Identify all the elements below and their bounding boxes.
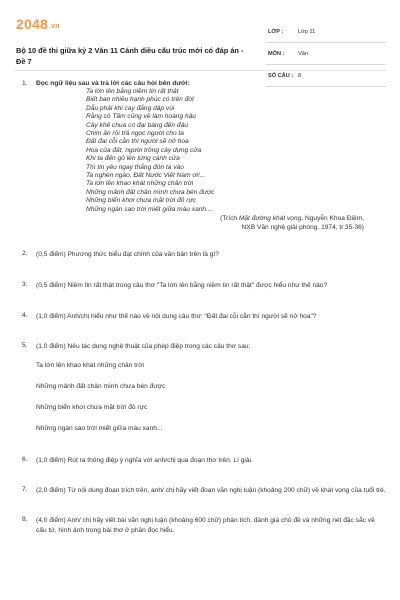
exam-title: Bộ 10 đề thi giữa kỳ 2 Văn 11 Cánh diều cấu trúc mới có đáp án - Đề 7: [16, 46, 244, 66]
poem-line: Chim ăn rồi trả ngọc người cho ta: [86, 130, 184, 138]
page-header: [16, 14, 386, 78]
source-line-1: [36, 214, 364, 223]
source-title: Mặt đường khát vọng: [238, 215, 302, 223]
reading-instruction: Đọc ngữ liệu sau và trả lời các câu hỏi bên dưới:: [36, 80, 190, 87]
exam-content: [14, 80, 386, 536]
poem-line: Khi ta đến gõ lên từng cánh cửa: [86, 155, 180, 163]
meta-value-grade: Lớp 11: [298, 29, 316, 35]
poem-line: Ta nghèn ngào, Đất Nước Việt Nam ơi!...: [86, 172, 206, 180]
question-number: 8.: [22, 516, 28, 524]
question-number: 7.: [22, 486, 28, 494]
question-text: (1,0 điểm) Rút ra thông điệp ý nghĩa với anh/chị qua đoạn thơ trên. Lí giải.: [36, 457, 253, 465]
poem-line: Những biển khơi chưa mặt trời đỏ rực: [86, 197, 196, 205]
question-number: 3.: [22, 281, 28, 289]
question-number: 5.: [22, 342, 28, 350]
question-8: [14, 516, 386, 536]
poem-source: [36, 214, 386, 232]
question-5: [14, 342, 386, 434]
source-line-2: NXB Văn nghệ giải phóng, 1974, tr.35-36): [241, 224, 364, 232]
meta-value-subject: Văn: [298, 51, 308, 57]
meta-key-grade: LỚP :: [268, 29, 284, 35]
question-3: [14, 281, 386, 291]
meta-key-count: SỐ CÂU :: [268, 73, 294, 79]
poem-line: Ta lớn lên khao khát những chân trời: [86, 180, 194, 188]
poem-line: Biết bao nhiêu hạnh phúc có trên đời: [86, 96, 194, 104]
question-2: [14, 250, 386, 260]
question-text: (0,5 điểm) Phương thức biểu đạt chính của văn bản trên là gì?: [36, 251, 219, 259]
poem-line: Ta lớn lên bằng niềm tin rất thật: [86, 88, 179, 95]
meta-key-subject: MÔN :: [268, 51, 285, 57]
meta-row-subject: [266, 48, 386, 65]
meta-row-grade: [266, 26, 386, 43]
question-text: (1,0 điểm) Anh/chị hiểu như thế nào về nội dung câu thơ: "Đất đai cỗi cằn thì người sẽ nở hoa"?: [36, 313, 317, 321]
poem-line: Những mảnh đất chân mình chưa bén được: [86, 188, 215, 196]
question-number: 1.: [22, 80, 28, 87]
quoted-line: Những ngàn sao trời miết giữa màu xanh...: [36, 425, 163, 433]
logo-text: 2048: [16, 16, 48, 32]
poem-line: Thì tin yêu ngay thắng đón ta vào: [86, 163, 184, 171]
logo-tld: .vn: [48, 23, 60, 30]
question-number: 4.: [22, 312, 28, 320]
site-logo[interactable]: [16, 16, 60, 32]
poem-line: Cây khế chua có đại bàng đến đậu: [86, 121, 188, 129]
question-text: (0,5 điểm) Niềm tin rất thật trong câu thơ "Ta lớn lên bằng niềm tin rất thật" được hiểu như thế nào?: [36, 282, 328, 290]
poem-line: Hoa của đất, người trồng cây dựng cửa: [86, 146, 202, 154]
question-1: [14, 80, 386, 232]
quoted-line: Những mảnh đất chân mình chưa bén được: [36, 383, 166, 391]
poem-line: Rằng cô Tấm cũng về làm hoàng hậu: [86, 113, 196, 121]
source-prefix: (Trích: [220, 215, 239, 223]
poem-line: Dẫu phải khi cay đắng dập vùi: [86, 104, 175, 112]
header-divider: [14, 70, 386, 71]
question-4: [14, 312, 386, 322]
question-text: (2,0 điểm) Từ nội dung đoạn trích trên, anh/ chị hãy viết đoạn văn nghị luận (khoảng 200 chữ) về khát vọng của tuổi trẻ.: [36, 487, 386, 495]
poem-line: Những ngàn sao trời miết giữa màu xanh...: [86, 205, 212, 213]
question-number: 6.: [22, 456, 28, 464]
question-6: [14, 456, 386, 466]
quoted-line: Ta lớn lên khao khát những chân trời: [36, 362, 145, 370]
question-text: (4,0 điểm) Anh/ chị hãy viết bài văn nghị luận (khoảng 600 chữ) phân tích, đánh giá chủ đề và những nét đặc sắc về cấu tứ, hình ảnh trong bài thơ ở phần đọc hiểu.: [36, 517, 375, 535]
quoted-line: Những biển khơi chưa mặt trời đỏ rực: [36, 404, 148, 412]
question-number: 2.: [22, 250, 28, 258]
question-text: (1,0 điểm) Nêu tác dụng nghệ thuật của phép điệp trong các câu thơ sau:: [36, 343, 251, 351]
question-7: [14, 486, 386, 496]
poem-excerpt: [36, 88, 386, 214]
source-author: , Nguyễn Khoa Điềm,: [301, 215, 364, 223]
poem-line: Đất đai cỗi cằn thì người sẽ nở hoa: [86, 138, 189, 146]
meta-value-count: 8: [298, 73, 302, 79]
